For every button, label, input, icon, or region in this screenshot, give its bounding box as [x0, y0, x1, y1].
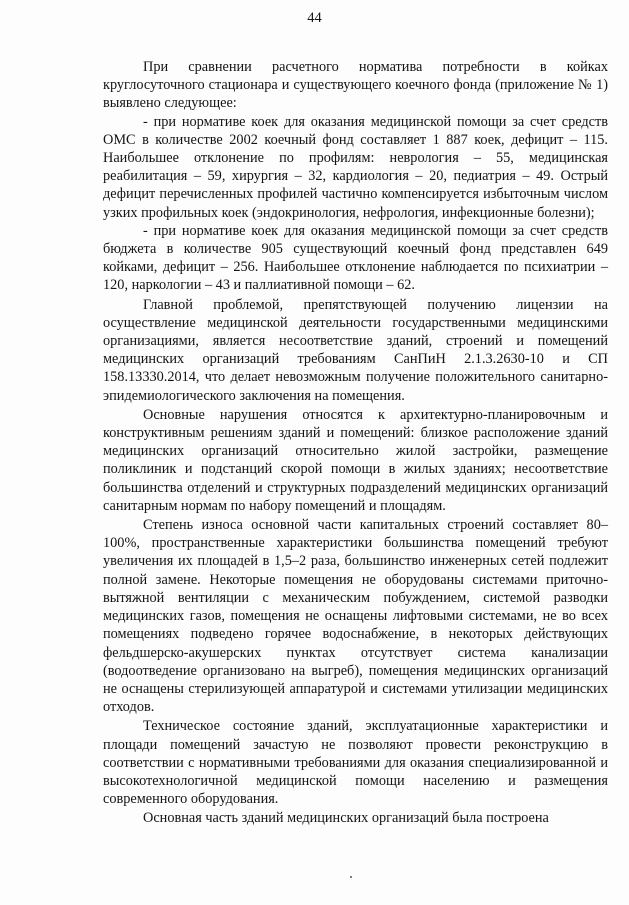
page-number: 44 [307, 10, 322, 26]
document-body [103, 58, 608, 828]
paragraph-oms-beds: - при нормативе коек для оказания медицинской помощи за счет средств ОМС в количестве 2002 коечный фонд составляет 1 887 коек, дефицит – 115. Наибольшее отклонение по профилям: неврология – 55, медицинская реабилитация – 59, хирургия – 32, кардиология – 20, педиатрия – 49. Острый дефицит перечисленных профилей частично компенсируется избыточным числом узких профильных коек (эндокринология, нефрология, инфекционные болезни); [103, 113, 608, 221]
scan-speck [350, 876, 352, 878]
paragraph-main-violations: Основные нарушения относятся к архитектурно-планировочным и конструктивным решениям зданий и помещений: близкое расположение зданий медицинских организаций относительно жилой застройки, размещение поликлиник и подстанций скорой помощи в жилых зданиях; несоответствие большинства отделений и структурных подразделений медицинских организаций санитарным нормам по набору помещений и площадям. [103, 406, 608, 514]
paragraph-wear-degree: Степень износа основной части капитальных строений составляет 80–100%, пространственные характеристики большинства помещений требуют увеличения их площадей в 1,5–2 раза, большинство инженерных сетей подлежит полной замене. Некоторые помещения не оборудованы системами приточно-вытяжной вентиляции с механическим побуждением, системой разводки медицинских газов, помещения не оснащены лифтовыми системами, не во всех помещениях подведено горячее водоснабжение, в некоторых действующих фельдшерско-акушерских пунктах отсутствует система канализации (водоотведение организовано на выгреб), помещения медицинских организаций не оснащены стерилизующей аппаратурой и системами утилизации медицинских отходов. [103, 517, 608, 716]
paragraph-technical-state: Техническое состояние зданий, эксплуатационные характеристики и площади помещений зачастую не позволяют провести реконструкцию в соответствии с нормативными требованиями для оказания специализированной и высокотехнологичной медицинской помощи населению и размещения современного оборудования. [103, 718, 608, 808]
paragraph-main-problem: Главной проблемой, препятствующей получению лицензии на осуществление медицинской деятельности государственными медицинскими организациями, является несоответствие зданий, строений и помещений медицинских организаций требованиям СанПиН 2.1.3.2630-10 и СП 158.13330.2014, что делает невозможным получение положительного санитарно-эпидемиологического заключения на помещения. [103, 296, 608, 404]
paragraph-bed-norm-comparison: При сравнении расчетного норматива потребности в койках круглосуточного стационара и существующего коечного фонда (приложение № 1) выявлено следующее: [103, 59, 608, 112]
paragraph-budget-beds: - при нормативе коек для оказания медицинской помощи за счет средств бюджета в количестве 905 существующий коечный фонд представлен 649 койками, дефицит – 256. Наибольшее отклонение наблюдается по психиатрии – 120, наркологии – 43 и паллиативной помощи – 62. [103, 222, 608, 294]
paragraph-buildings-constructed: Основная часть зданий медицинских организаций была построена [143, 810, 549, 827]
